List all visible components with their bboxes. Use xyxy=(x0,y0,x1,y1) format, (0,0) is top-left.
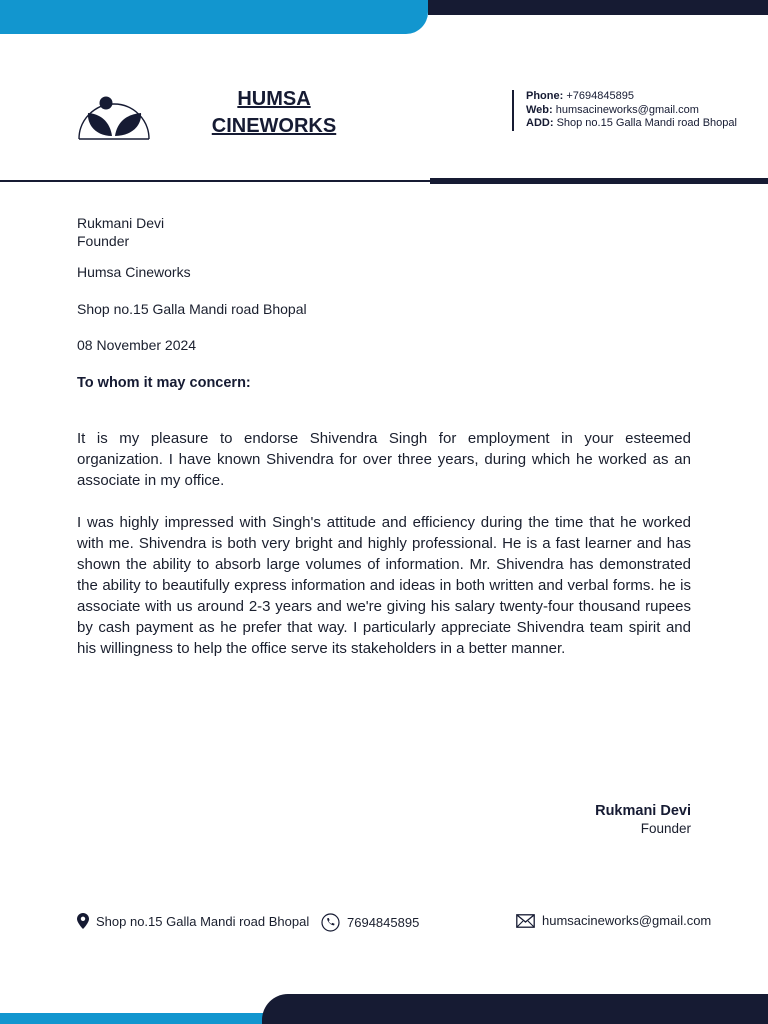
footer-address xyxy=(77,913,309,929)
web-label: Web: xyxy=(526,103,553,116)
company-logo xyxy=(77,84,151,142)
header-address xyxy=(526,117,737,131)
phone-label: Phone: xyxy=(526,90,564,102)
signature-name: Rukmani Devi xyxy=(595,803,691,819)
letter-paragraph-2: I was highly impressed with Singh's attitude and efficiency during the time that he worked with me. Shivendra is both very bright and highly professional. He is a fast learner and has shown the ability to absorb large volumes of information. Mr. Shivendra has demonstrated the ability to beautifully express information and ideas in both written and verbal forms. he is associate with us around 2-3 years and we're giving his salary twenty-four thousand rupees by cash payment as he prefer that way. I particularly appreciate Shivendra team spirit and his willingness to help the office serve its stakeholders in a better manner. xyxy=(77,514,691,657)
sender-company: Humsa Cineworks xyxy=(77,264,191,280)
letter-paragraph-1: It is my pleasure to endorse Shivendra Singh for employment in your esteemed organization. I have known Shivendra for over three years, during which he worked as an associate in my office. xyxy=(77,430,691,489)
bottom-accent-bar-navy xyxy=(262,994,768,1024)
top-accent-bar-blue xyxy=(0,0,428,34)
company-name xyxy=(196,86,352,140)
sender-name: Rukmani Devi xyxy=(77,215,165,231)
footer-email-text: humsacineworks@gmail.com xyxy=(542,913,712,928)
letter-date: 08 November 2024 xyxy=(77,337,197,353)
address-value: Shop no.15 Galla Mandi road Bhopal xyxy=(556,117,737,129)
header-phone xyxy=(526,90,737,104)
phone-value: +7694845895 xyxy=(566,90,634,102)
header-contact-block xyxy=(512,90,737,131)
leaf-logo-icon xyxy=(77,84,151,142)
header-web xyxy=(526,104,737,118)
header-divider-thick xyxy=(430,178,768,184)
bottom-accent-bar-blue xyxy=(0,1013,290,1024)
location-pin-icon xyxy=(77,913,89,929)
header-divider-thin xyxy=(0,180,430,182)
footer-address-text: Shop no.15 Galla Mandi road Bhopal xyxy=(96,913,310,929)
salutation: To whom it may concern: xyxy=(77,375,251,391)
sender-address: Shop no.15 Galla Mandi road Bhopal xyxy=(77,301,307,317)
sender-title: Founder xyxy=(77,233,130,249)
mail-icon xyxy=(516,914,535,928)
footer-phone-text: 7694845895 xyxy=(347,915,420,930)
footer-email xyxy=(516,913,711,928)
top-accent-bar-navy xyxy=(428,0,768,15)
signature-title: Founder xyxy=(640,821,691,836)
address-label: ADD: xyxy=(526,117,554,129)
phone-icon xyxy=(321,913,340,932)
web-value: humsacineworks@gmail.com xyxy=(555,103,699,116)
footer-phone xyxy=(321,913,419,932)
company-name-line2: CINEWORKS xyxy=(211,115,337,137)
company-name-line1: HUMSA xyxy=(237,88,311,110)
